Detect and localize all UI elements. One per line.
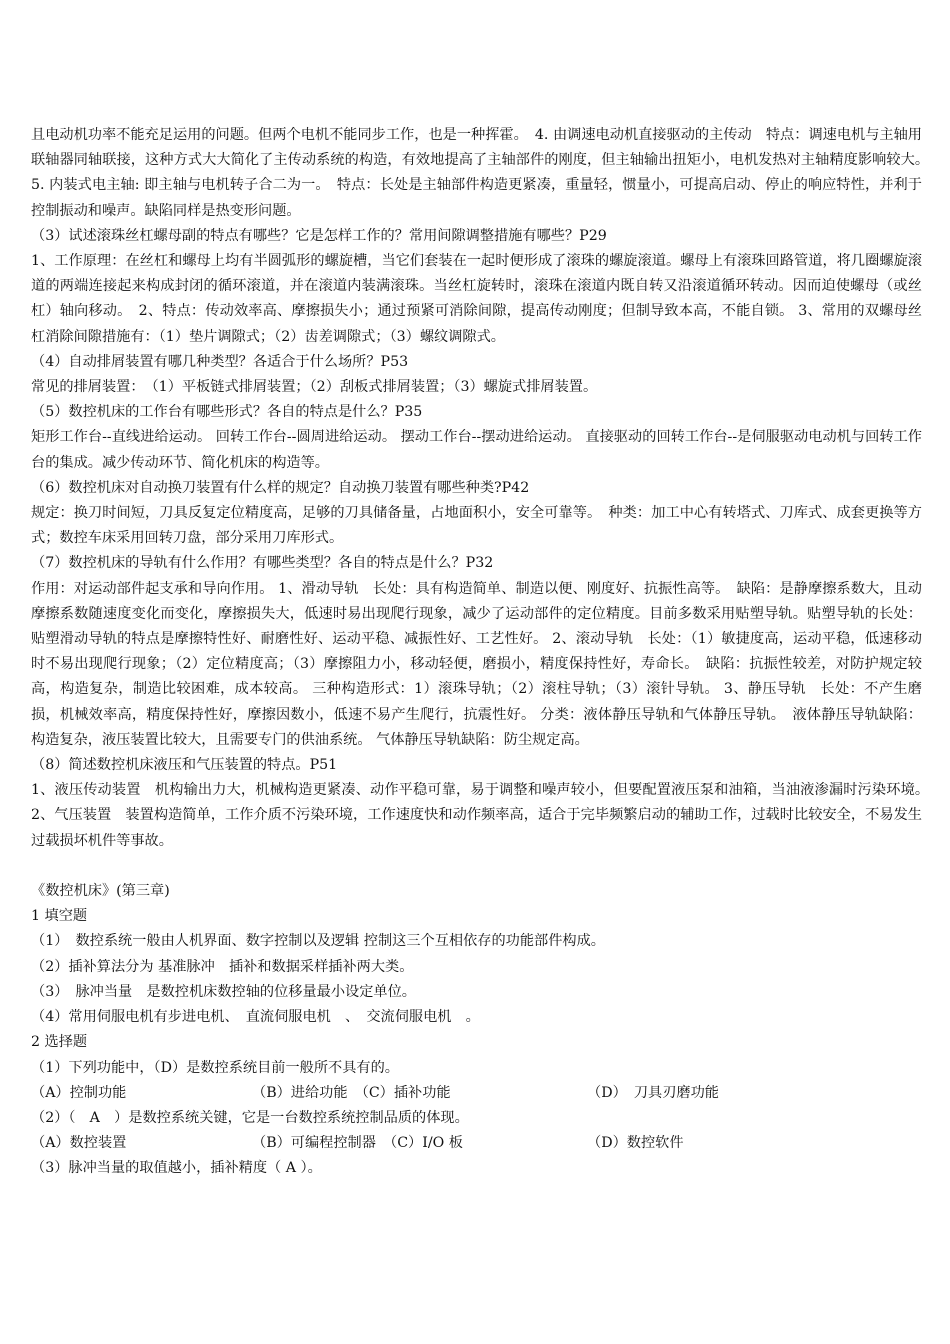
- question-5: （5）数控机床的工作台有哪些形式？各自的特点是什么？P35: [31, 404, 423, 421]
- fill-in-heading: 1 填空题: [31, 908, 88, 925]
- option: （B）进给功能 （C）插补功能: [252, 1084, 451, 1101]
- option: （A）数控装置: [31, 1135, 127, 1152]
- document-page: [31, 123, 937, 1182]
- fill-item-4: （4）常用伺服电机有步进电机、 直流伺服电机 、 交流伺服电机 。: [31, 1009, 480, 1026]
- answer-8: 1、液压传动装置 机构输出力大，机械构造更紧凑、动作平稳可靠，易于调整和噪声较小，但要配置液压泵和油箱，当油液渗漏时污染环境。 2、气压装置 装置构造简单，工作介质不污染环境，工作速度快和动作频率高，适合于完毕频繁启动的辅助工作，过载时比较安全，不易发生过载损坏机件等事故。: [31, 782, 937, 849]
- choice-heading: 2 选择题: [31, 1034, 88, 1051]
- answer-3: 1、工作原理：在丝杠和螺母上均有半圆弧形的螺旋槽，当它们套装在一起时便形成了滚珠的螺旋滚道。螺母上有滚珠回路管道，将几圈螺旋滚道的两端连接起来构成封闭的循环滚道，并在滚道内装满滚珠。当丝杠旋转时，滚珠在滚道内既自转又沿滚道循环转动。因而迫使螺母（或丝杠）轴向移动。 2、特点：传动效率高、摩擦损失小；通过预紧可消除间隙，提高传动刚度；但制导致本高，不能自锁。 3、常用的双螺母丝杠消除间隙措施有：（1）垫片调隙式；（2）齿差调隙式；（3）螺纹调隙式。: [31, 253, 922, 345]
- blank-line: [31, 854, 922, 879]
- choice-question-2: （2）（ A ）是数控系统关键，它是一台数控系统控制品质的体现。: [31, 1109, 469, 1126]
- answer-5: 矩形工作台--直线进给运动。 回转工作台--圆周进给运动。 摆动工作台--摆动进给运动。 直接驱动的回转工作台--是伺服驱动电动机与回转工作台的集成。减少传动环节、简化机床的构造等。: [31, 429, 922, 471]
- paragraph-spindle-drive: 且电动机功率不能充足运用的问题。但两个电机不能同步工作，也是一种挥霍。 4. 由调速电动机直接驱动的主传动 特点：调速电机与主轴用联轴器同轴联接，这种方式大大简化了主传动系统的构造，有效地提高了主轴部件的刚度，但主轴输出扭矩小，电机发热对主轴精度影响较大。 5. 内装式电主轴: 即主轴与电机转子合二为一。 特点：长处是主轴部件构造更紧凑，重量轻，惯量小，可提高启动、停止的响应特性，并利于控制振动和噪声。缺陷同样是热变形问题。: [31, 127, 937, 219]
- question-7: （7）数控机床的导轨有什么作用？有哪些类型？各自的特点是什么？P32: [31, 555, 494, 572]
- option: （D）数控软件: [587, 1135, 684, 1152]
- option: （A）控制功能: [31, 1084, 127, 1101]
- fill-item-2: （2）插补算法分为 基准脉冲 插补和数据采样插补两大类。: [31, 958, 414, 975]
- choice-question-3: （3）脉冲当量的取值越小，插补精度（ A ）。: [31, 1160, 322, 1177]
- fill-item-3: （3） 脉冲当量 是数控机床数控轴的位移量最小设定单位。: [31, 983, 416, 1000]
- answer-6: 规定：换刀时间短，刀具反复定位精度高，足够的刀具储备量，占地面积小，安全可靠等。 种类：加工中心有转塔式、刀库式、成套更换等方式；数控车床采用回转刀盘，部分采用刀库形式。: [31, 505, 922, 547]
- question-6: （6）数控机床对自动换刀装置有什么样的规定？自动换刀装置有哪些种类?P42: [31, 479, 530, 496]
- option: （D） 刀具刃磨功能: [587, 1084, 719, 1101]
- chapter-title: 《数控机床》(第三章): [31, 883, 170, 900]
- fill-item-1: （1） 数控系统一般由人机界面、数字控制以及逻辑 控制这三个互相依存的功能部件构成。: [31, 933, 605, 950]
- option: （B）可编程控制器 （C）I/O 板: [252, 1135, 463, 1152]
- choice-options-2: [31, 1131, 922, 1156]
- answer-7: 作用：对运动部件起支承和导向作用。 1、滑动导轨 长处：具有构造简单、制造以便、刚度好、抗振性高等。 缺陷：是静摩擦系数大，且动摩擦系数随速度变化而变化，摩擦损失大，低速时易出现爬行现象，减少了运动部件的定位精度。目前多数采用贴塑导轨。贴塑导轨的长处：贴塑滑动导轨的特点是摩擦特性好、耐磨性好、运动平稳、减振性好、工艺性好。 2、滚动导轨 长处：（1）敏捷度高，运动平稳，低速移动时不易出现爬行现象；（2）定位精度高；（3）摩擦阻力小，移动轻便，磨损小，精度保持性好，寿命长。 缺陷：抗振性较差，对防护规定较高，构造复杂，制造比较困难，成本较高。 三种构造形式：1）滚珠导轨；（2）滚柱导轨；（3）滚针导轨。 3、静压导轨 长处：不产生磨损，机械效率高，精度保持性好，摩擦因数小，低速不易产生爬行，抗震性好。 分类：液体静压导轨和气体静压导轨。 液体静压导轨缺陷：构造复杂，液压装置比较大，且需要专门的供油系统。 气体静压导轨缺陷：防尘规定高。: [31, 580, 922, 748]
- choice-options-1: [31, 1081, 922, 1106]
- question-3: （3）试述滚珠丝杠螺母副的特点有哪些？它是怎样工作的？常用间隙调整措施有哪些？P29: [31, 227, 607, 244]
- answer-4: 常见的排屑装置： （1）平板链式排屑装置；（2）刮板式排屑装置；（3）螺旋式排屑装置。: [31, 379, 598, 396]
- question-4: （4）自动排屑装置有哪几种类型？各适合于什么场所？P53: [31, 353, 409, 370]
- choice-question-1: （1）下列功能中，（D）是数控系统目前一般所不具有的。: [31, 1059, 399, 1076]
- question-8: （8）简述数控机床液压和气压装置的特点。P51: [31, 757, 338, 774]
